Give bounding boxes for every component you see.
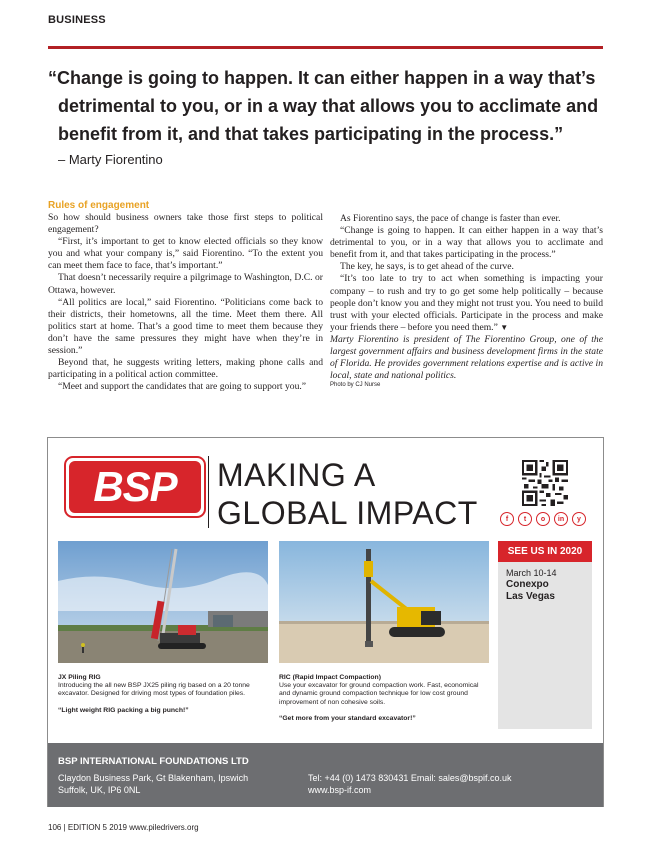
product-description: Use your excavator for ground compaction work. Fast, economical and dynamic ground compaction technique for low cost ground improvement of non cohesive soils. [279,682,479,706]
address-line: Suffolk, UK, IP6 0NL [58,785,141,795]
product-description: Introducing the all new BSP JX25 piling rig based on a 20 tonne excavator. Designed for driving most types of foundation piles. [58,682,250,698]
ad-headline-line: MAKING A [217,457,376,493]
product-tagline: “Get more from your standard excavator!” [279,714,416,722]
article-paragraph-last [330,273,603,333]
pull-quote [48,64,608,148]
facebook-icon[interactable]: f [500,512,514,526]
section-rule [48,46,603,49]
photo-credit: Photo by CJ Nurse [330,382,381,389]
logo-divider [208,456,209,528]
article-column-right [330,213,603,388]
article-paragraph-text: “It’s too late to try to act when something is impacting your company – to rush and try to go get some help politically – because people don’t know you and they might not trust you. You need to build trust with your elected officials. Participate in the process and make your friends there – before you need them.” [330,273,603,333]
twitter-icon[interactable]: t [518,512,532,526]
author-bio: Marty Fiorentino is president of The Fiorentino Group, one of the largest government affairs and business development firms in the state of Florida. He provides government relations expertise and is active in local, state and national politics. [330,333,603,382]
website-link[interactable]: www.bsp-if.com [308,785,372,795]
trade-show-name [506,579,592,603]
company-address [58,772,248,796]
ric-caption [279,674,489,723]
article-subhead: Rules of engagement [48,200,150,211]
section-label: BUSINESS [48,14,106,26]
end-mark-icon: ▼ [500,322,509,332]
bsp-advertisement[interactable] [47,437,604,807]
article-paragraph: Beyond that, he suggests writing letters, making phone calls and participating in a political action committee. [48,357,323,381]
article-paragraph: That doesn’t necessarily require a pilgrimage to Washington, D.C. or Ottawa, however. [48,272,323,296]
trade-show-name-line: Conexpo [506,579,549,590]
ad-footer [48,743,603,807]
bsp-logo-text: BSP [69,461,201,513]
article-paragraph: So how should business owners take those first steps to political engagement? [48,212,323,236]
social-icons [500,512,586,526]
article-paragraph: “Change is going to happen. It can either happen in a way that’s detrimental to you, or in a way that allows you to acclimate and benefit from it, and that takes participating in the process.” [330,225,603,261]
qr-code-icon[interactable] [522,460,568,506]
product-title: JX Piling RIG [58,674,101,681]
pull-quote-line: “Change is going to happen. It can either happen in a way that’s [48,68,596,88]
contact-line[interactable]: Tel: +44 (0) 1473 830431 Email: sales@bspif.co.uk [308,773,512,783]
address-line: Claydon Business Park, Gt Blakenham, Ipswich [58,773,249,783]
article-paragraph: The key, he says, is to get ahead of the curve. [340,261,514,273]
jx-piling-rig-photo [58,541,268,663]
jx-rig-caption [58,674,268,715]
ad-headline [217,456,478,532]
linkedin-icon[interactable]: in [554,512,568,526]
trade-show-date: March 10-14 [506,568,557,578]
bsp-logo [64,456,206,518]
article-paragraph: As Fiorentino says, the pace of change is faster than ever. [340,213,561,224]
ad-headline-line: GLOBAL IMPACT [217,495,478,531]
youtube-icon[interactable]: y [572,512,586,526]
instagram-icon[interactable]: o [536,512,550,526]
article-paragraph: “First, it’s important to get to know elected officials so they know you and what your company is,” said Fiorentino. “To the extent you can meet them face to face, that’s important.” [48,236,323,272]
pull-quote-attribution: – Marty Fiorentino [58,152,163,167]
article-column-left [48,200,323,393]
product-title: RIC (Rapid Impact Compaction) [279,674,381,681]
trade-show-box [498,541,592,729]
pull-quote-line: benefit from it, and that takes participating in the process.” [58,124,564,144]
pull-quote-line: detrimental to you, or in a way that allows you to acclimate and [58,96,599,116]
trade-show-heading: SEE US IN 2020 [498,541,592,562]
product-tagline: “Light weight RIG packing a big punch!” [58,706,189,714]
ric-compaction-photo [279,541,489,663]
company-name: BSP INTERNATIONAL FOUNDATIONS LTD [58,756,249,767]
article-paragraph: “All politics are local,” said Fiorentino. “Politicians come back to their districts, their hometowns, all the time. Meet them there. All politics start at home. That’s a good time to meet them because they don’t have the same pressures they might have when they’re in session.” [48,296,323,357]
company-contact[interactable] [308,772,512,796]
article-paragraph: “Meet and support the candidates that are going to support you.” [58,381,307,393]
trade-show-name-line: Las Vegas [506,591,555,602]
page-folio: 106 | EDITION 5 2019 www.piledrivers.org [48,823,199,832]
